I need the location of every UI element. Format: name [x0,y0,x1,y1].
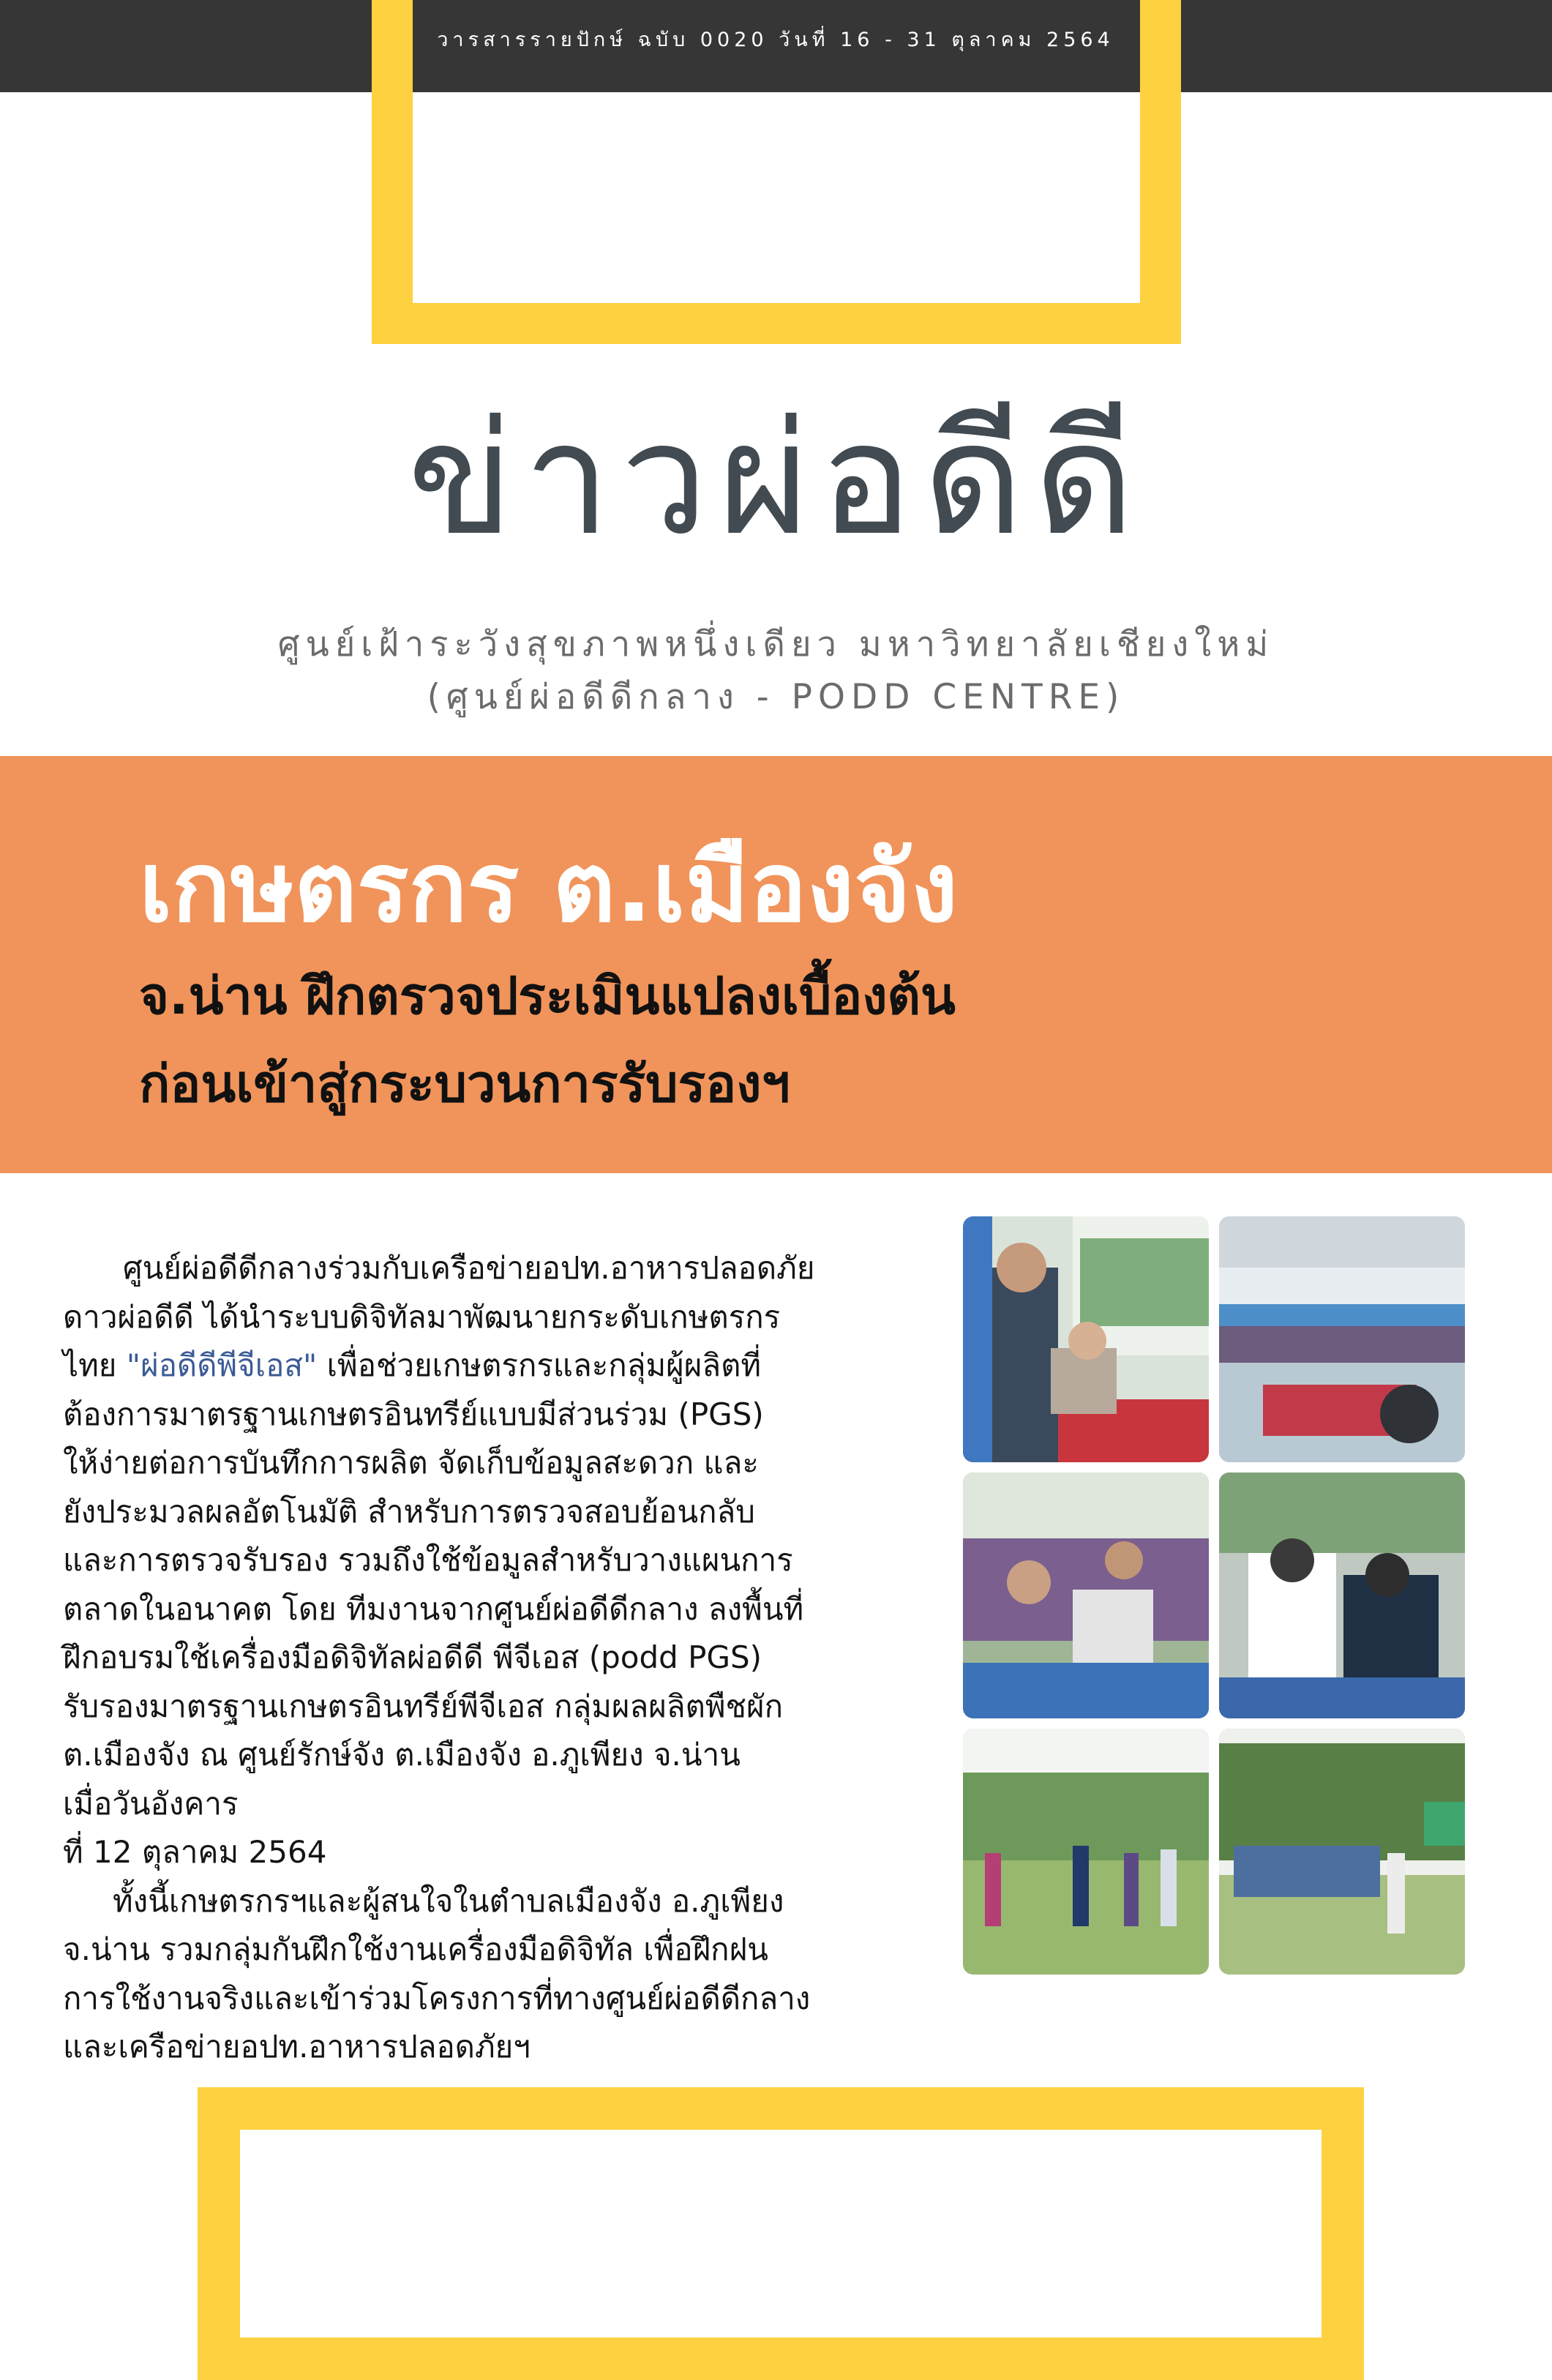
photo-audience-tent [1219,1216,1465,1462]
article-line: ยังประมวลผลอัตโนมัติ สำหรับการตรวจสอบย้อนกลับ [63,1493,755,1530]
photo-speaker-presenting [963,1216,1209,1462]
masthead-title: ข่าวผ่อดีดี [407,389,1145,569]
article-line: ต.เมืองจัง ณ ศูนย์รักษ์จัง ต.เมืองจัง อ.ภูเพียง จ.น่าน [63,1737,741,1773]
photo-field-visit-1 [963,1729,1209,1975]
article-line-text: เพื่อช่วยเกษตรกรและกลุ่มผู้ผลิตที่ [326,1347,762,1383]
article-line: การใช้งานจริงและเข้าร่วมโครงการที่ทางศูนย์ผ่อดีดีกลาง [63,1980,811,2016]
article-line: ดาวผ่อดีดี ได้นำระบบดิจิทัลมาพัฒนายกระดับเกษตรกร [63,1298,781,1335]
article-line: ให้ง่ายต่อการบันทึกการผลิต จัดเก็บข้อมูลสะดวก และ [63,1445,759,1481]
issue-info: วารสารรายปักษ์ ฉบับ 0020 วันที่ 16 - 31 ตุลาคม 2564 [437,29,1114,51]
article-line: ฝึกอบรมใช้เครื่องมือดิจิทัลผ่อดีดี พีจีเอส (podd PGS) [63,1639,762,1675]
photo-grid [963,1216,1465,1975]
article-line-text: ไทย [63,1347,117,1383]
article-line: ที่ 12 ตุลาคม 2564 [63,1834,327,1870]
article-body [63,1244,926,2072]
article-line: เมื่อวันอังคาร [63,1785,239,1822]
article-line: ตลาดในอนาคต โดย ทีมงานจากศูนย์ผ่อดีดีกลาง ลงพื้นที่ [63,1590,804,1627]
headline-sub-line1: จ.น่าน ฝึกตรวจประเมินแปลงเบื้องต้น [139,966,956,1026]
app-name-highlight: "ผ่อดีดีพีจีเอส" [126,1347,318,1383]
article-line: และการตรวจรับรอง รวมถึงใช้ข้อมูลสำหรับวางแผนการ [63,1542,793,1578]
bottom-decorative-frame [198,2087,1364,2380]
masthead-subtitle-line1: ศูนย์เฝ้าระวังสุขภาพหนึ่งเดียว มหาวิทยาลัยเชียงใหม่ [277,624,1275,665]
headline-sub-line2: ก่อนเข้าสู่กระบวนการรับรองฯ [139,1054,790,1114]
photo-field-visit-2 [1219,1729,1465,1975]
article-line: รับรองมาตรฐานเกษตรอินทรีย์พีจีเอส กลุ่มผลผลิตพืชผัก [63,1688,784,1724]
article-line: และเครือข่ายอปท.อาหารปลอดภัยฯ [63,2029,531,2065]
photo-group-discussion [963,1472,1209,1718]
article-line: ต้องการมาตรฐานเกษตรอินทรีย์แบบมีส่วนร่วม (PGS) [63,1396,764,1432]
photo-trainees-with-phones [1219,1472,1465,1718]
article-line [63,1341,926,1391]
headline-main: เกษตรกร ต.เมืองจัง [139,831,958,944]
article-line: ศูนย์ผ่อดีดีกลางร่วมกับเครือข่ายอปท.อาหารปลอดภัย [123,1250,815,1286]
article-line: ทั้งนี้เกษตรกรฯและผู้สนใจในตำบลเมืองจัง อ.ภูเพียง [113,1882,784,1919]
masthead-subtitle-line2: (ศูนย์ผ่อดีดีกลาง - PODD CENTRE) [427,677,1125,717]
article-line: จ.น่าน รวมกลุ่มกันฝึกใช้งานเครื่องมือดิจิทัล เพื่อฝึกฝน [63,1931,768,1967]
